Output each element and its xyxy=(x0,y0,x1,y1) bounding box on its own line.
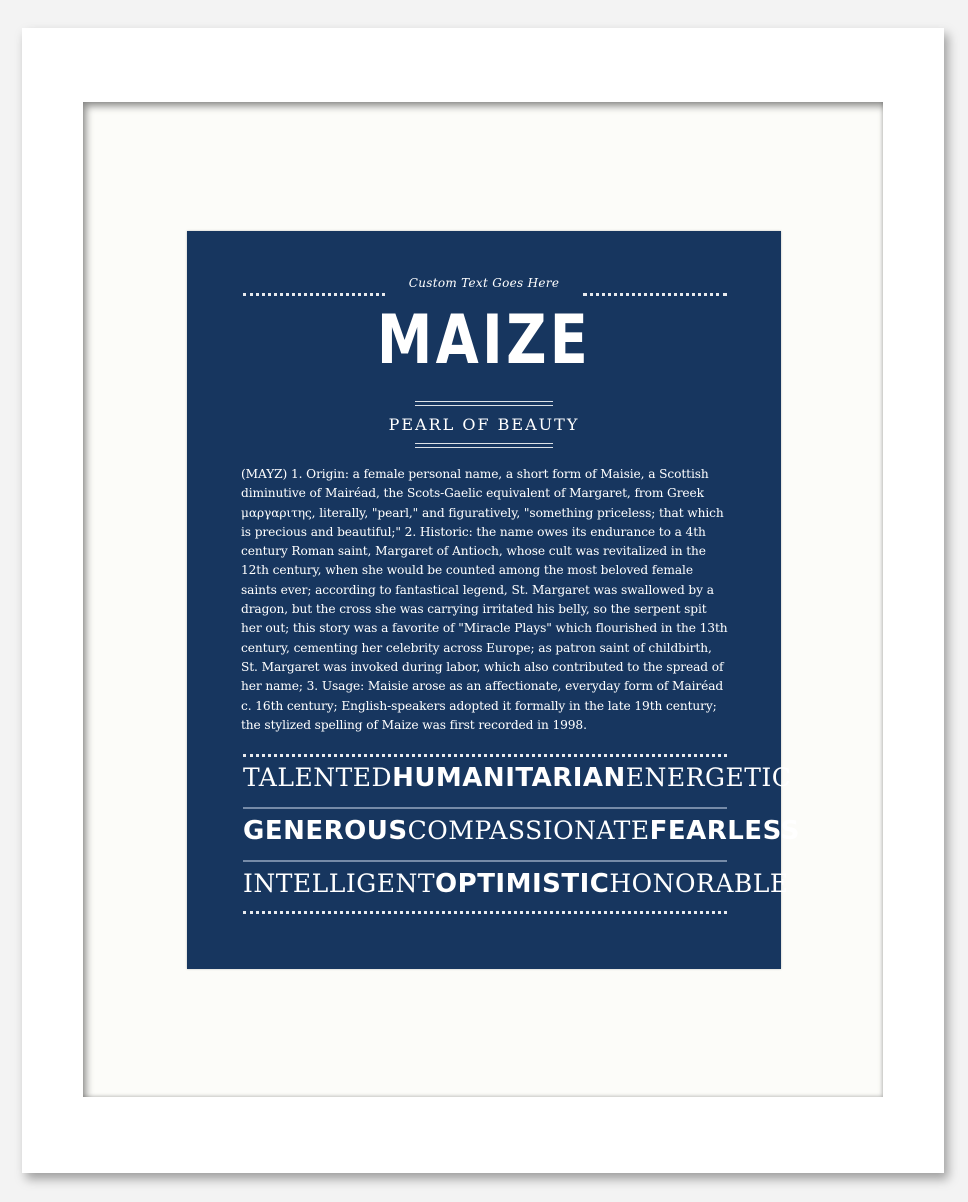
trait-word: TALENTED xyxy=(243,763,393,792)
name-title: MAIZE xyxy=(376,301,592,380)
traits-bottom-dotted-rule xyxy=(243,911,727,914)
trait-word: OPTIMISTIC xyxy=(435,869,610,899)
name-poster xyxy=(187,231,800,969)
traits-row-1 xyxy=(243,763,792,793)
trait-word: COMPASSIONATE xyxy=(407,816,650,845)
trait-word: FEARLESS xyxy=(649,816,800,846)
trait-word: GENEROUS xyxy=(243,816,408,846)
meaning-underline-lower xyxy=(415,447,553,448)
picture-frame xyxy=(22,28,944,1173)
trait-word: INTELLIGENT xyxy=(243,869,436,898)
name-definition: (MAYZ) 1. Origin: a female personal name, a short form of Maisie, a Scottish diminutive of Mairéad, the Scots-Gaelic equivalent of Margaret, from Greek μαργαριτης, literally, "pearl," and figuratively, "something priceless; that which is precious and beautiful;" 2. Historic: the name owes its endurance to a 4th century Roman saint, Margaret of Antioch, whose cult was revitalized in the 12th century, when she would be counted among the most beloved female saints ever; according to fantastical legend, St. Margaret was swallowed by a dragon, but the cross she was carrying irritated his belly, so the serpent spit her out; this story was a favorite of "Miracle Plays" which flourished in the 13th century, cementing her celebrity across Europe; as patron saint of childbirth, St. Margaret was invoked during labor, which also contributed to the spread of her name; 3. Usage: Maisie arose as an affectionate, everyday form of Mairéad c. 16th century; English-speakers adopted it formally in the late 19th century; the stylized spelling of Maize was first recorded in 1998. xyxy=(241,467,728,732)
name-underline-upper xyxy=(415,401,553,402)
traits-top-dotted-rule xyxy=(243,754,727,757)
mat-board xyxy=(83,102,883,1097)
top-left-dotted-rule xyxy=(243,293,385,296)
trait-word: HUMANITARIAN xyxy=(392,763,626,793)
custom-text: Custom Text Goes Here xyxy=(408,276,560,290)
traits-separator-2 xyxy=(243,860,727,862)
trait-word: ENERGETIC xyxy=(625,763,792,792)
top-right-dotted-rule xyxy=(583,293,727,296)
traits-row-3 xyxy=(243,869,789,899)
traits-separator-1 xyxy=(243,807,727,809)
name-underline-lower xyxy=(415,405,553,406)
traits-row-2 xyxy=(243,816,800,846)
name-meaning: PEARL OF BEAUTY xyxy=(388,415,580,434)
trait-word: HONORABLE xyxy=(609,869,789,898)
meaning-underline-upper xyxy=(415,443,553,444)
